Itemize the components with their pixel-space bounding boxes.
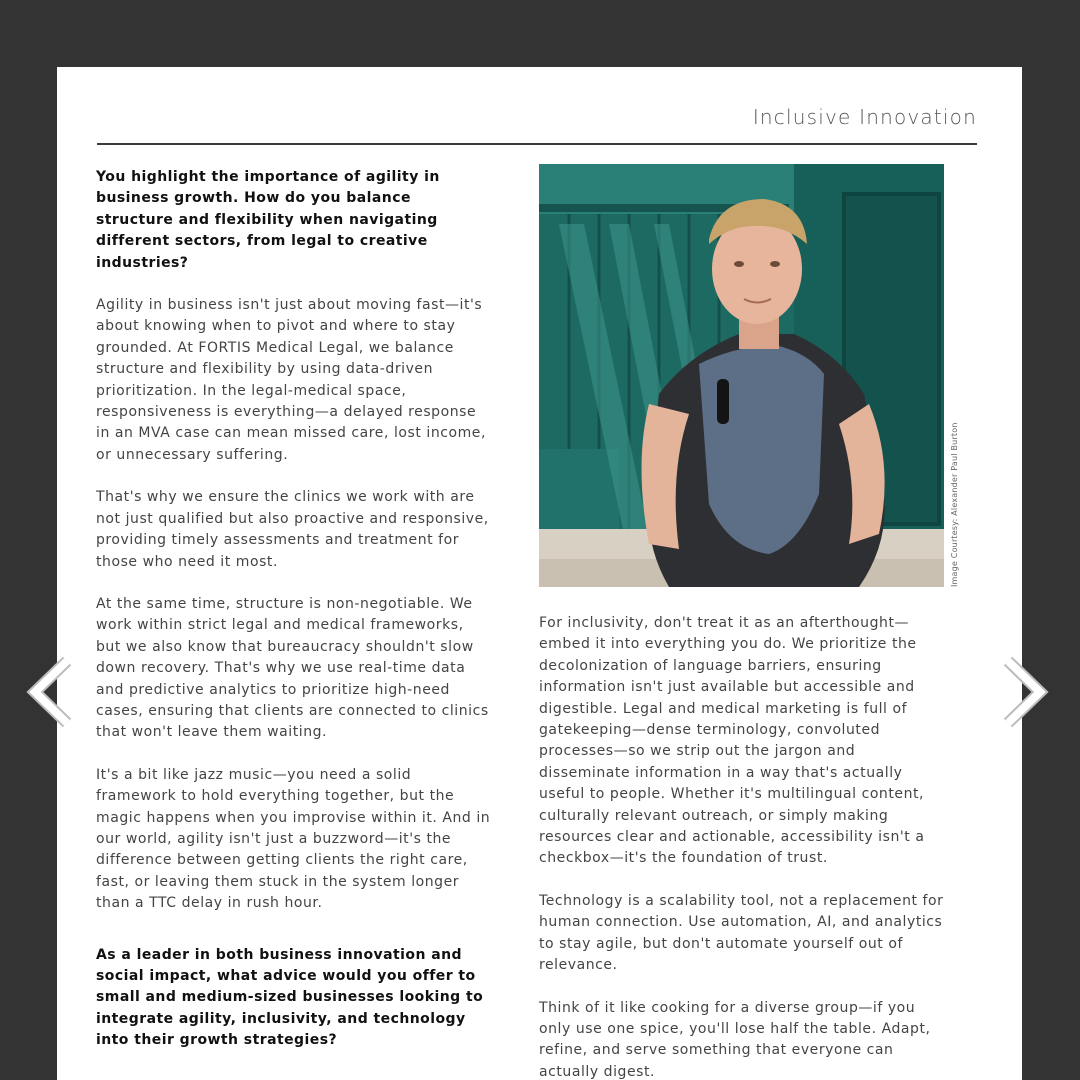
section-title: Inclusive Innovation [752, 105, 977, 129]
answer-paragraph: It's a bit like jazz music—you need a solid framework to hold everything together, but the magic happens when you improvise within it. And in our world, agility isn't just a buzzword—it's the difference between getting clients the right care, fast, or leaving them stuck in the system longer than a TTC delay in rush hour. [96, 766, 491, 912]
chevron-right-icon [1000, 655, 1050, 730]
answer-paragraph: Agility in business isn't just about moving fast—it's about knowing when to pivot and where to stay grounded. At FORTIS Medical Legal, we balance structure and flexibility by using data-driven prioritization. In the legal-medical space, responsiveness is everything—a delayed response in an MVA case can mean missed care, lost income, or unnecessary suffering. [96, 297, 486, 463]
right-column [539, 613, 951, 1080]
interview-question: You highlight the importance of agility in business growth. How do you balance structure and flexibility when navigating different sectors, from legal to creative industries? [96, 169, 440, 271]
left-column [96, 167, 491, 1073]
answer-paragraph: At the same time, structure is non-negotiable. We work within strict legal and medical frameworks, but we also know that bureaucracy shouldn't slow down recovery. That's why we use real-time data and predictive analytics to prioritize high-need cases, ensuring that clients are connected to clinics that won't leave them waiting. [96, 595, 489, 741]
answer-paragraph: For inclusivity, don't treat it as an afterthought—embed it into everything you do. We prioritize the decolonization of language barriers, ensuring information isn't just available but accessible and digestible. Legal and medical marketing is full of gatekeeping—dense terminology, convoluted processes—so we strip out the jargon and disseminate information in a way that's actually useful to people. Whether it's multilingual content, culturally relevant outreach, or simply making resources clear and actionable, accessibility isn't a checkbox—it's the foundation of trust. [539, 615, 925, 867]
portrait-illustration [539, 164, 944, 587]
chevron-left-icon [25, 655, 75, 730]
previous-page-button[interactable] [25, 655, 75, 730]
page-header [97, 105, 977, 145]
photo-credit: Image Courtesy: Alexander Paul Burton [950, 422, 959, 587]
answer-paragraph: Think of it like cooking for a diverse group—if you only use one spice, you'll lose half the table. Adapt, refine, and serve something that everyone can actually digest. [539, 999, 931, 1080]
answer-paragraph: That's why we ensure the clinics we work with are not just qualified but also proactive and responsive, providing timely assessments and treatment for those who need it most. [96, 489, 489, 570]
portrait-photo [539, 164, 944, 587]
interview-question: As a leader in both business innovation and social impact, what advice would you offer to small and medium-sized businesses looking to integrate agility, inclusivity, and technology into their growth strategies? [96, 946, 484, 1049]
magazine-page [57, 67, 1022, 1080]
answer-paragraph: Technology is a scalability tool, not a replacement for human connection. Use automation, AI, and analytics to stay agile, but don't automate yourself out of relevance. [539, 892, 944, 974]
next-page-button[interactable] [1000, 655, 1050, 730]
